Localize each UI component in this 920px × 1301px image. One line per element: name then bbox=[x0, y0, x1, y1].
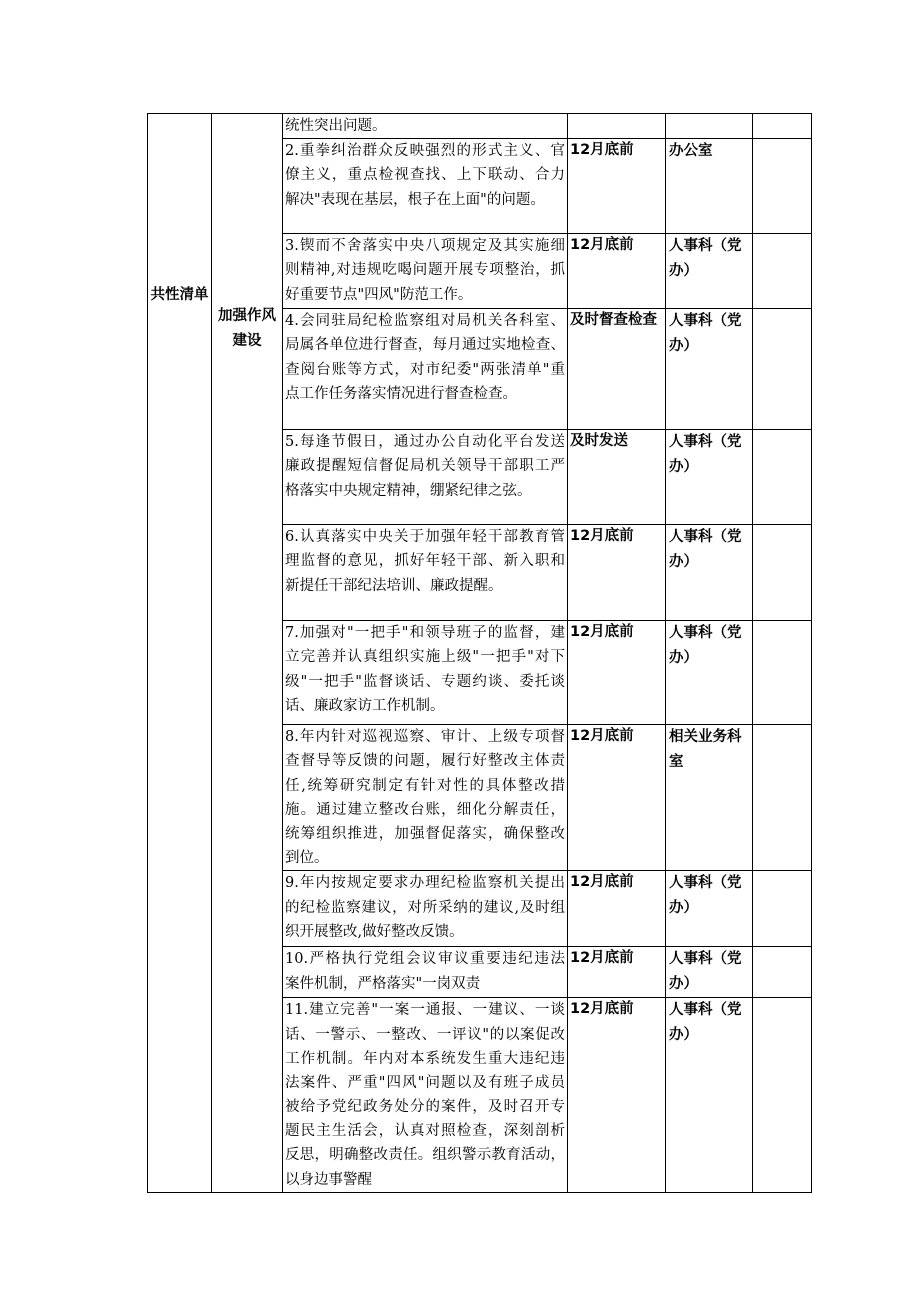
owner-cell: 人事科（党办） bbox=[666, 309, 753, 430]
content-line: 僚主义，重点检视查找、上下联动、合力 bbox=[285, 167, 565, 184]
remark-cell bbox=[753, 998, 812, 1193]
content-cell bbox=[283, 998, 568, 1193]
owner-cell: 人事科（党办） bbox=[666, 621, 753, 725]
remark-cell bbox=[753, 234, 812, 309]
owner-cell bbox=[666, 114, 753, 139]
content-line: 统性突出问题。 bbox=[285, 118, 387, 134]
content-line: 则精神,对违规吃喝问题开展专项整治，抓 bbox=[285, 262, 565, 279]
remark-cell bbox=[753, 525, 812, 621]
content-line: 廉政提醒短信督促局机关领导干部职工严 bbox=[285, 458, 565, 475]
content-line: 3.锲而不舍落实中央八项规定及其实施细 bbox=[285, 238, 565, 255]
content-line: 好重要节点"四风"防范工作。 bbox=[285, 286, 473, 303]
content-line: 案件机制，严格落实"一岗双责 bbox=[285, 975, 481, 992]
content-cell bbox=[283, 234, 568, 309]
remark-cell bbox=[753, 947, 812, 998]
content-line: 局属各单位进行督查，每月通过实地检查、 bbox=[285, 337, 565, 354]
content-line: 点工作任务落实情况进行督查检查。 bbox=[285, 385, 517, 402]
table-body bbox=[148, 114, 812, 1193]
content-line: 题民主生活会，认真对照检查，深刻剖析 bbox=[285, 1123, 565, 1140]
content-cell bbox=[283, 309, 568, 430]
deadline-cell bbox=[568, 114, 666, 139]
content-cell bbox=[283, 725, 568, 871]
content-line: 新提任干部纪法培训、廉政提醒。 bbox=[285, 577, 503, 594]
deadline-cell: 12月底前 bbox=[568, 139, 666, 234]
content-line: 统筹组织推进，加强督促落实，确保整改 bbox=[285, 825, 565, 842]
content-line: 立完善并认真组织实施上级"一把手"对下 bbox=[285, 649, 565, 666]
content-line: 8.年内针对巡视巡察、审计、上级专项督 bbox=[285, 729, 565, 746]
content-line: 的纪检监察建议，对所采纳的建议,及时组 bbox=[285, 899, 565, 916]
content-line: 10.严格执行党组会议审议重要违纪违法 bbox=[285, 951, 565, 968]
deadline-cell: 12月底前 bbox=[568, 725, 666, 871]
remark-cell bbox=[753, 139, 812, 234]
content-cell bbox=[283, 621, 568, 725]
task-table bbox=[147, 113, 812, 1193]
content-line: 被给予党纪政务处分的案件，及时召开专 bbox=[285, 1099, 565, 1116]
content-line: 7.加强对"一把手"和领导班子的监督，建 bbox=[285, 625, 565, 642]
content-line: 到位。 bbox=[285, 850, 329, 867]
content-cell bbox=[283, 871, 568, 947]
item-cell: 加强作风建设 bbox=[212, 114, 283, 1193]
content-line: 级"一把手"监督谈话、专题约谈、委托谈 bbox=[285, 673, 565, 690]
remark-cell bbox=[753, 621, 812, 725]
content-line: 解决"表现在基层，根子在上面"的问题。 bbox=[285, 191, 545, 208]
remark-cell bbox=[753, 114, 812, 139]
content-line: 施。通过建立整改台账，细化分解责任， bbox=[285, 801, 565, 818]
deadline-cell: 12月底前 bbox=[568, 947, 666, 998]
content-line: 6.认真落实中央关于加强年轻干部教育管 bbox=[285, 529, 565, 546]
remark-cell bbox=[753, 309, 812, 430]
owner-cell: 人事科（党办） bbox=[666, 871, 753, 947]
content-line: 11.建立完善"一案一通报、一建议、一谈 bbox=[285, 1002, 565, 1019]
content-line: 话、廉政家访工作机制。 bbox=[285, 697, 445, 714]
owner-cell: 人事科（党办） bbox=[666, 947, 753, 998]
category-cell: 共性清单 bbox=[148, 114, 212, 1193]
content-line: 4.会同驻局纪检监察组对局机关各科室、 bbox=[285, 313, 565, 330]
deadline-cell: 及时督查检查 bbox=[568, 309, 666, 430]
content-line: 2.重拳纠治群众反映强烈的形式主义、官 bbox=[285, 143, 565, 160]
document-page bbox=[147, 113, 812, 1193]
content-line: 工作机制。年内对本系统发生重大违纪违 bbox=[285, 1050, 565, 1067]
content-line: 9.年内按规定要求办理纪检监察机关提出 bbox=[285, 875, 565, 892]
deadline-cell: 12月底前 bbox=[568, 621, 666, 725]
content-cell bbox=[283, 139, 568, 234]
remark-cell bbox=[753, 725, 812, 871]
remark-cell bbox=[753, 430, 812, 525]
content-line: 以身边事警醒 bbox=[285, 1171, 372, 1188]
content-cell bbox=[283, 525, 568, 621]
deadline-cell: 12月底前 bbox=[568, 998, 666, 1193]
content-cell bbox=[283, 430, 568, 525]
owner-cell: 人事科（党办） bbox=[666, 998, 753, 1193]
owner-cell: 人事科（党办） bbox=[666, 430, 753, 525]
content-line: 话、一警示、一整改、一评议"的以案促改 bbox=[285, 1026, 565, 1043]
content-line: 理监督的意见，抓好年轻干部、新入职和 bbox=[285, 553, 565, 570]
deadline-cell: 12月底前 bbox=[568, 234, 666, 309]
content-line: 织开展整改,做好整改反馈。 bbox=[285, 923, 464, 940]
deadline-cell: 12月底前 bbox=[568, 871, 666, 947]
content-line: 格落实中央规定精神，绷紧纪律之弦。 bbox=[285, 482, 532, 499]
owner-cell: 办公室 bbox=[666, 139, 753, 234]
deadline-cell: 及时发送 bbox=[568, 430, 666, 525]
content-line: 查督导等反馈的问题，履行好整改主体责 bbox=[285, 753, 565, 770]
owner-cell: 相关业务科室 bbox=[666, 725, 753, 871]
content-line: 反思，明确整改责任。组织警示教育活动， bbox=[285, 1147, 565, 1164]
content-cell bbox=[283, 114, 568, 139]
content-line: 查阅台账等方式，对市纪委"两张清单"重 bbox=[285, 361, 565, 378]
remark-cell bbox=[753, 871, 812, 947]
content-line: 5.每逢节假日，通过办公自动化平台发送 bbox=[285, 434, 565, 451]
content-cell bbox=[283, 947, 568, 998]
owner-cell: 人事科（党办） bbox=[666, 234, 753, 309]
owner-cell: 人事科（党办） bbox=[666, 525, 753, 621]
table-row bbox=[148, 114, 812, 139]
content-line: 任,统筹研究制定有针对性的具体整改措 bbox=[285, 777, 565, 794]
content-line: 法案件、严重"四风"问题以及有班子成员 bbox=[285, 1074, 565, 1091]
deadline-cell: 12月底前 bbox=[568, 525, 666, 621]
